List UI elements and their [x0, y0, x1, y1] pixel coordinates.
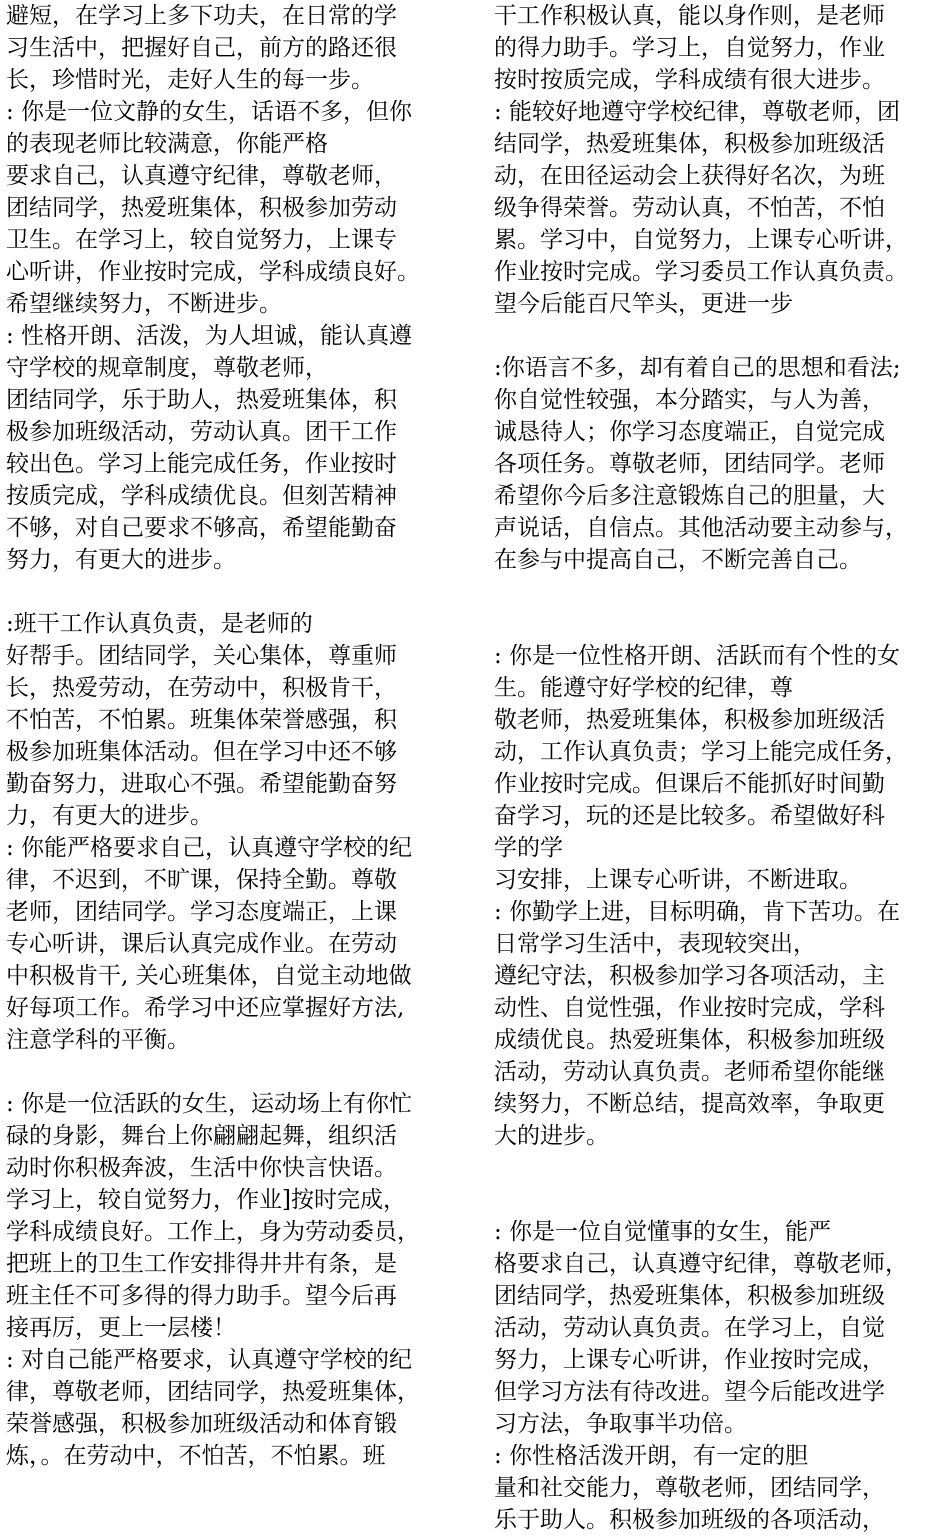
- right-line: 但学习方法有待改进。望今后能改进学: [494, 1379, 885, 1405]
- right-line: : 能较好地遵守学校纪律，尊敬老师，团: [494, 99, 901, 125]
- right-line: [494, 608, 950, 640]
- right-line: 乐于助人。积极参加班级的各项活动，: [494, 1507, 885, 1533]
- right-line: 望今后能百尺竿头，更进一步: [494, 291, 793, 317]
- left-line: 长，珍惜时光，走好人生的每一步。: [6, 67, 374, 93]
- right-line: : 你性格活泼开朗，有一定的胆: [494, 1443, 809, 1469]
- right-line: 学的学: [494, 835, 563, 861]
- right-line: :你语言不多，却有着自己的思想和看法;: [494, 355, 901, 381]
- left-line: [6, 576, 464, 608]
- left-line: : 你能严格要求自己，认真遵守学校的纪: [6, 835, 413, 861]
- left-line: 避短，在学习上多下功夫，在日常的学: [6, 3, 397, 29]
- left-line: 习生活中，把握好自己，前方的路还很: [6, 35, 397, 61]
- left-line: 注意学科的平衡。: [6, 1027, 190, 1053]
- right-line: 作业按时完成。但课后不能抓好时间勤: [494, 771, 885, 797]
- right-line: 活动，劳动认真负责。老师希望你能继: [494, 1059, 885, 1085]
- right-line: [494, 1152, 950, 1184]
- right-line: 格要求自己，认真遵守纪律，尊敬老师，: [494, 1251, 908, 1277]
- left-line: 守学校的规章制度，尊敬老师，: [6, 355, 328, 381]
- left-text-column: [6, 0, 464, 1472]
- right-line: 在参与中提高自己，不断完善自己。: [494, 547, 862, 573]
- left-line: 不够，对自己要求不够高，希望能勤奋: [6, 515, 397, 541]
- right-line: 级争得荣誉。劳动认真，不怕苦，不怕: [494, 195, 885, 221]
- right-line: : 你勤学上进，目标明确，肯下苦功。在: [494, 899, 901, 925]
- left-line: 长，热爱劳动，在劳动中，积极肯干，: [6, 675, 397, 701]
- left-line: 好每项工作。希学习中还应掌握好方法,: [6, 995, 405, 1021]
- right-line: 干工作积极认真，能以身作则，是老师: [494, 3, 885, 29]
- left-line: 学科成绩良好。工作上，身为劳动委员，: [6, 1219, 420, 1245]
- left-line: 律，不迟到，不旷课，保持全勤。尊敬: [6, 867, 397, 893]
- left-line: : 你是一位文静的女生，话语不多，但你: [6, 99, 413, 125]
- right-line: 作业按时完成。学习委员工作认真负责。: [494, 259, 908, 285]
- left-line: 班主任不可多得的得力助手。望今后再: [6, 1283, 397, 1309]
- left-line: 炼，。在劳动中，不怕苦，不怕累。班: [6, 1443, 386, 1469]
- right-line: 遵纪守法，积极参加学习各项活动，主: [494, 963, 885, 989]
- right-line: 成绩优良。热爱班集体，积极参加班级: [494, 1027, 885, 1053]
- left-line: 极参加班集体活动。但在学习中还不够: [6, 739, 397, 765]
- right-text-column: [494, 0, 950, 1536]
- left-line: : 对自己能严格要求，认真遵守学校的纪: [6, 1347, 413, 1373]
- right-line: 团结同学，热爱班集体，积极参加班级: [494, 1283, 885, 1309]
- right-line: 动，工作认真负责；学习上能完成任务，: [494, 739, 908, 765]
- right-line: [494, 1184, 950, 1216]
- left-line: 团结同学，乐于助人，热爱班集体，积: [6, 387, 397, 413]
- right-line: 奋学习，玩的还是比较多。希望做好科: [494, 803, 885, 829]
- left-line: 学习上，较自觉努力，作业]按时完成，: [6, 1187, 406, 1213]
- left-line: 把班上的卫生工作安排得井井有条，是: [6, 1251, 397, 1277]
- left-line: 希望继续努力，不断进步。: [6, 291, 282, 317]
- right-line: 量和社交能力，尊敬老师，团结同学，: [494, 1475, 885, 1501]
- right-line: 声说话，自信点。其他活动要主动参与，: [494, 515, 908, 541]
- left-line: : 性格开朗、活泼，为人坦诚，能认真遵: [6, 323, 413, 349]
- right-line: 活动，劳动认真负责。在学习上，自觉: [494, 1315, 885, 1341]
- right-line: 各项任务。尊敬老师，团结同学。老师: [494, 451, 885, 477]
- left-line: 勤奋努力，进取心不强。希望能勤奋努: [6, 771, 397, 797]
- right-line: 习安排，上课专心听讲，不断进取。: [494, 867, 862, 893]
- right-line: [494, 576, 950, 608]
- left-line: 专心听讲，课后认真完成作业。在劳动: [6, 931, 397, 957]
- right-line: 日常学习生活中，表现较突出，: [494, 931, 816, 957]
- left-line: [6, 1056, 464, 1088]
- right-line: 结同学，热爱班集体，积极参加班级活: [494, 131, 885, 157]
- right-line: : 你是一位性格开朗、活跃而有个性的女: [494, 643, 901, 669]
- right-line: 续努力，不断总结，提高效率，争取更: [494, 1091, 885, 1117]
- right-line: 动，在田径运动会上获得好名次，为班: [494, 163, 885, 189]
- left-line: 较出色。学习上能完成任务，作业按时: [6, 451, 397, 477]
- right-line: 的得力助手。学习上，自觉努力，作业: [494, 35, 885, 61]
- right-line: 大的进步。: [494, 1123, 609, 1149]
- right-line: 习方法，争取事半功倍。: [494, 1411, 747, 1437]
- right-line: 敬老师，热爱班集体，积极参加班级活: [494, 707, 885, 733]
- right-line: [494, 320, 950, 352]
- left-line: 不怕苦，不怕累。班集体荣誉感强，积: [6, 707, 397, 733]
- right-line: 生。能遵守好学校的纪律，尊: [494, 675, 793, 701]
- right-line: 诚恳待人；你学习态度端正，自觉完成: [494, 419, 885, 445]
- left-line: 力，有更大的进步。: [6, 803, 213, 829]
- left-line: 好帮手。团结同学，关心集体，尊重师: [6, 643, 397, 669]
- right-line: 希望你今后多注意锻炼自己的胆量，大: [494, 483, 885, 509]
- right-line: : 你是一位自觉懂事的女生，能严: [494, 1219, 832, 1245]
- left-line: 心听讲，作业按时完成，学科成绩良好。: [6, 259, 420, 285]
- left-line: : 你是一位活跃的女生，运动场上有你忙: [6, 1091, 413, 1117]
- left-line: 极参加班级活动，劳动认真。团干工作: [6, 419, 397, 445]
- right-line: 努力，上课专心听讲，作业按时完成，: [494, 1347, 885, 1373]
- right-line: 按时按质完成，学科成绩有很大进步。: [494, 67, 885, 93]
- right-line: 你自觉性较强，本分踏实，与人为善，: [494, 387, 885, 413]
- left-line: 的表现老师比较满意，你能严格: [6, 131, 328, 157]
- left-line: 努力，有更大的进步。: [6, 547, 236, 573]
- left-line: 荣誉感强，积极参加班级活动和体育锻: [6, 1411, 397, 1437]
- left-line: 要求自己，认真遵守纪律，尊敬老师，: [6, 163, 397, 189]
- left-line: 动时你积极奔波，生活中你快言快语。: [6, 1155, 397, 1181]
- left-line: 接再厉，更上一层楼！: [6, 1315, 236, 1341]
- left-line: 中积极肯干, 关心班集体，自觉主动地做: [6, 963, 412, 989]
- left-line: 卫生。在学习上，较自觉努力，上课专: [6, 227, 397, 253]
- left-line: 老师，团结同学。学习态度端正，上课: [6, 899, 397, 925]
- right-line: 累。学习中，自觉努力，上课专心听讲，: [494, 227, 908, 253]
- left-line: 碌的身影，舞台上你翩翩起舞，组织活: [6, 1123, 397, 1149]
- left-line: 按质完成，学科成绩优良。但刻苦精神: [6, 483, 397, 509]
- left-line: :班干工作认真负责，是老师的: [6, 611, 313, 637]
- left-line: 律，尊敬老师，团结同学，热爱班集体，: [6, 1379, 420, 1405]
- left-line: 团结同学，热爱班集体，积极参加劳动: [6, 195, 397, 221]
- right-line: 动性、自觉性强，作业按时完成，学科: [494, 995, 885, 1021]
